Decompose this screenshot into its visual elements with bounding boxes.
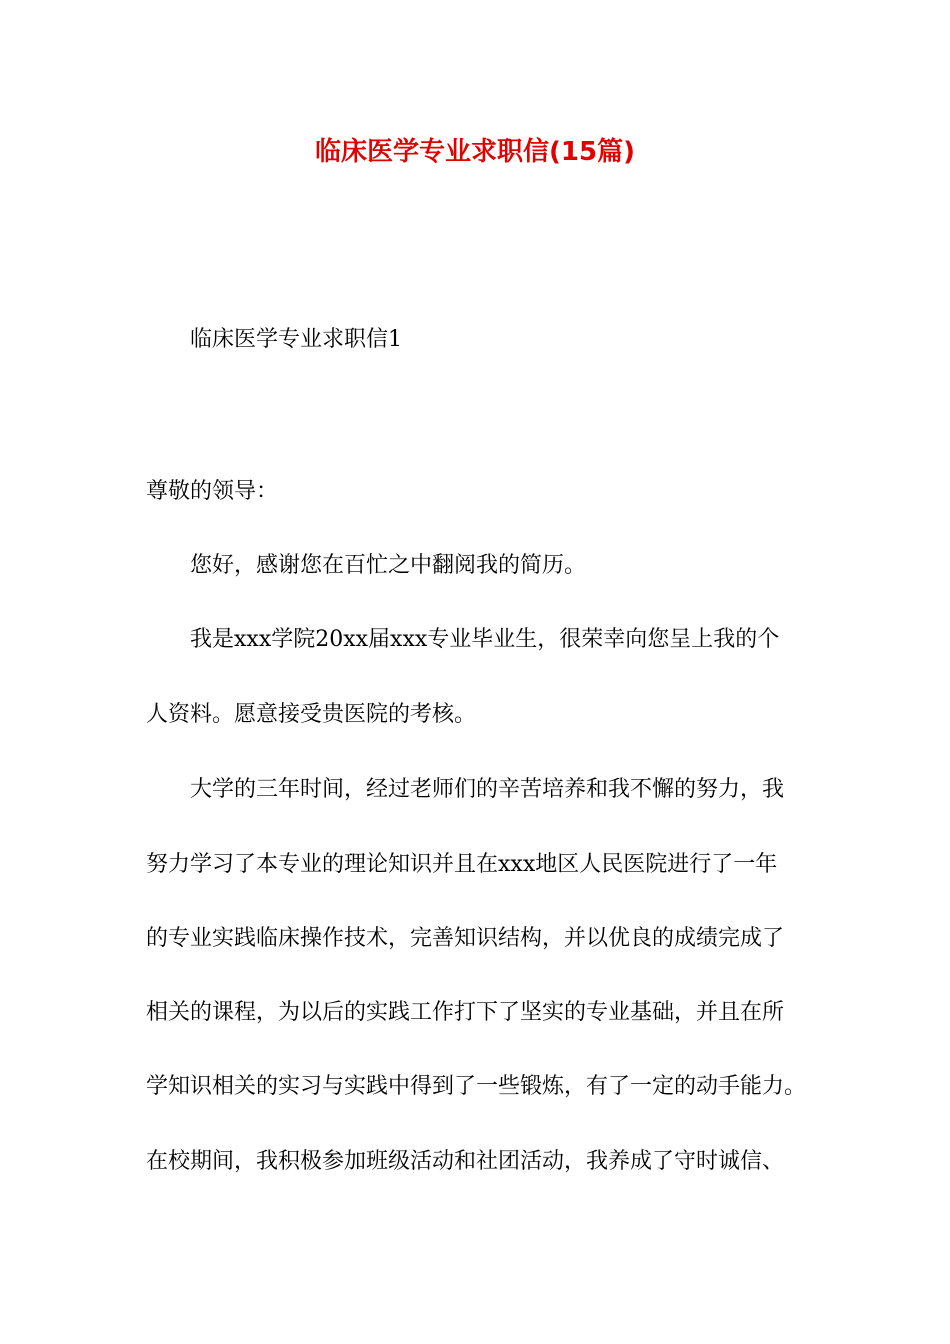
paragraph-line: 大学的三年时间，经过老师们的辛苦培养和我不懈的努力，我 — [190, 777, 785, 802]
salutation: 尊敬的领导： — [146, 479, 279, 504]
paragraph-line: 在校期间，我积极参加班级活动和社团活动，我养成了守时诚信、 — [146, 1149, 785, 1174]
paragraph-line: 人资料。愿意接受贵医院的考核。 — [146, 702, 477, 727]
document-title: 临床医学专业求职信(15篇) — [315, 137, 635, 167]
section-heading: 临床医学专业求职信1 — [190, 327, 402, 352]
paragraph-line: 学知识相关的实习与实践中得到了一些锻炼，有了一定的动手能力。 — [146, 1074, 807, 1099]
paragraph-line: 我是xxx学院20xx届xxx专业毕业生，很荣幸向您呈上我的个 — [190, 627, 780, 652]
paragraph-line: 您好，感谢您在百忙之中翻阅我的简历。 — [190, 553, 587, 578]
paragraph-line: 相关的课程，为以后的实践工作打下了坚实的专业基础，并且在所 — [146, 1000, 785, 1025]
paragraph-line: 的专业实践临床操作技术，完善知识结构，并以优良的成绩完成了 — [146, 926, 785, 951]
paragraph-line: 努力学习了本专业的理论知识并且在xxx地区人民医院进行了一年 — [146, 852, 778, 877]
